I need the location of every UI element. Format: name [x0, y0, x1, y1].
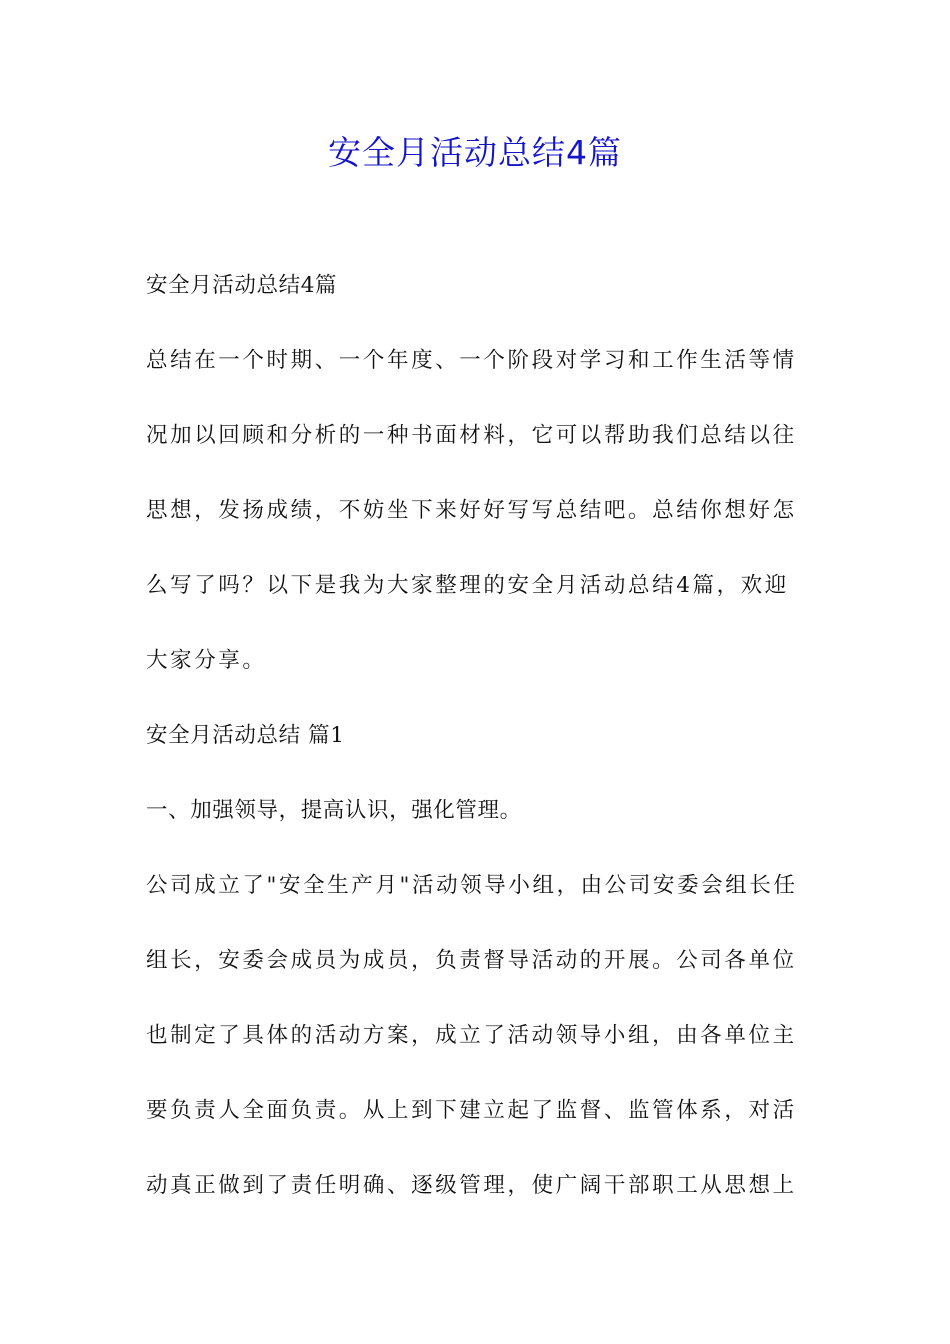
subsection-heading: 一、加强领导，提高认识，强化管理。: [146, 798, 522, 823]
document-body: [146, 262, 810, 1237]
paragraph-line: 动真正做到了责任明确、逐级管理，使广阔干部职工从思想上: [146, 1173, 797, 1198]
paragraph-line: 总结在一个时期、一个年度、一个阶段对学习和工作生活等情: [146, 348, 797, 373]
paragraph-line: 要负责人全面负责。从上到下建立起了监督、监管体系，对活: [146, 1098, 797, 1123]
section-heading: 安全月活动总结 篇1: [146, 723, 345, 748]
paragraph-line: 况加以回顾和分析的一种书面材料，它可以帮助我们总结以往: [146, 423, 797, 448]
paragraph-line: 也制定了具体的活动方案，成立了活动领导小组，由各单位主: [146, 1023, 797, 1048]
paragraph-line: 组长，安委会成员为成员，负责督导活动的开展。公司各单位: [146, 948, 797, 973]
subtitle-line: 安全月活动总结4篇: [146, 273, 338, 298]
document-title: 安全月活动总结4篇: [328, 133, 622, 172]
paragraph-line: 大家分享。: [146, 648, 267, 673]
paragraph-line: 思想，发扬成绩，不妨坐下来好好写写总结吧。总结你想好怎: [146, 498, 797, 523]
paragraph-line: 公司成立了"安全生产月"活动领导小组，由公司安委会组长任: [146, 873, 798, 898]
paragraph-line: 么写了吗？以下是我为大家整理的安全月活动总结4篇，欢迎: [146, 573, 789, 598]
